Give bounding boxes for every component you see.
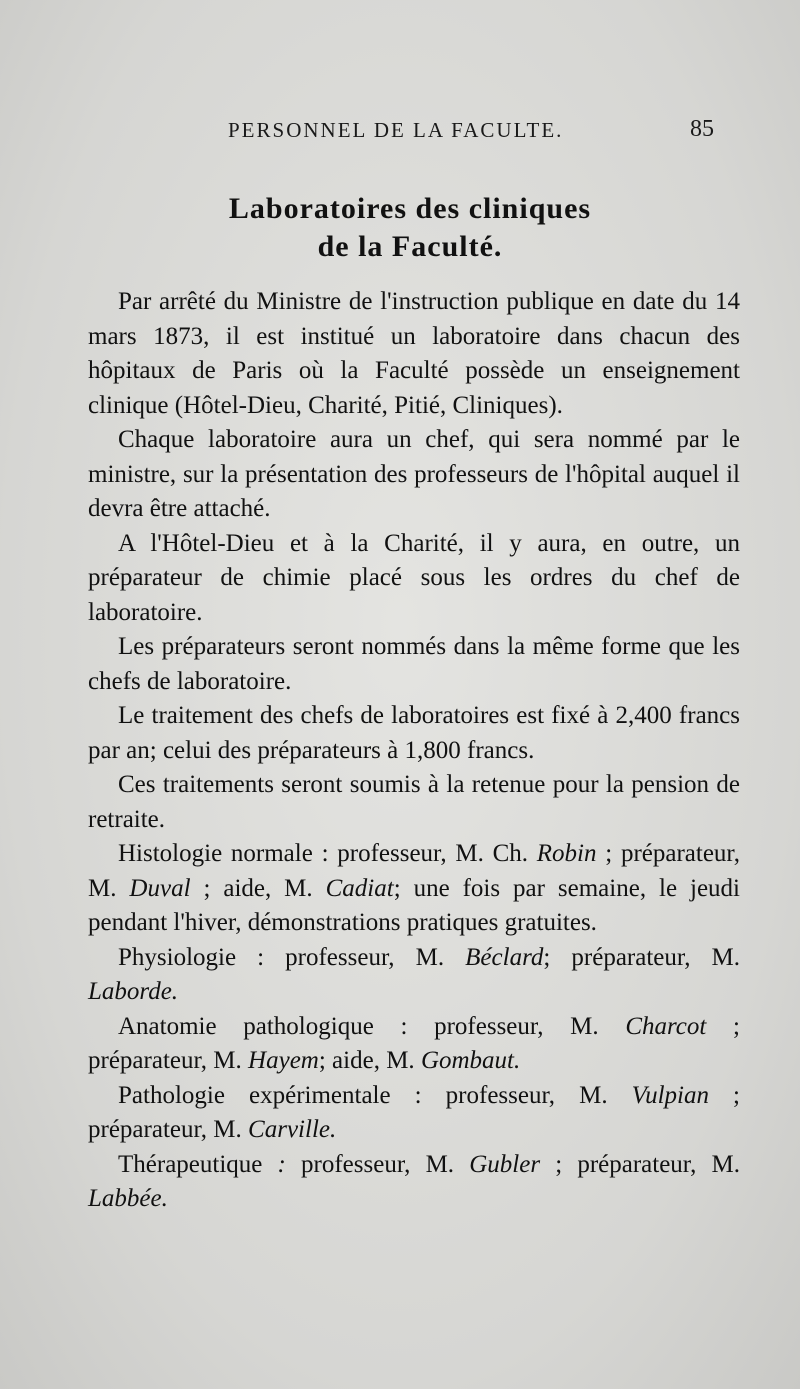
paragraph-anatomie xyxy=(88,1010,740,1079)
anatomie-text: ; aide, M. xyxy=(318,1047,421,1074)
therapeutique-text: ; préparateur, M. xyxy=(540,1150,741,1178)
therapeutique-colon: : xyxy=(277,1150,286,1178)
running-head xyxy=(0,118,800,148)
therapeutique-text: Thérapeutique xyxy=(118,1150,278,1178)
physiologie-text: Physiologie : professeur, M. xyxy=(118,943,466,971)
name-duval: Duval xyxy=(129,874,191,902)
running-head-title: PERSONNEL DE LA FACULTE. xyxy=(228,118,564,142)
paragraph-therapeutique xyxy=(88,1148,740,1217)
histologie-text: Histologie normale : professeur, M. Ch. xyxy=(118,840,537,867)
name-hayem: Hayem xyxy=(248,1047,319,1074)
name-robin: Robin xyxy=(536,840,597,867)
name-labbee: Labbée. xyxy=(88,1185,168,1212)
name-charcot: Charcot xyxy=(625,1012,707,1040)
name-carville: Carville. xyxy=(248,1116,337,1143)
paragraph-traitement: Le traitement des chefs de laboratoires est fixé à 2,400 francs par an; celui des préparateurs à 1,800 francs. xyxy=(88,702,740,764)
body-text xyxy=(88,285,740,1217)
pathologie-text: ; préparateur, M. xyxy=(88,1081,740,1143)
paragraph-histologie xyxy=(88,837,740,941)
histologie-text: ; aide, M. xyxy=(190,874,326,902)
therapeutique-text: professeur, M. xyxy=(285,1150,470,1178)
name-gubler: Gubler xyxy=(469,1150,541,1178)
section-heading xyxy=(100,190,720,266)
section-heading-line-2: de la Faculté. xyxy=(317,230,503,263)
physiologie-text: ; préparateur, M. xyxy=(543,943,740,971)
name-cadiat: Cadiat xyxy=(325,874,394,902)
name-gombaut: Gombaut. xyxy=(420,1047,521,1074)
paragraph-chef: Chaque laboratoire aura un chef, qui sera nommé par le ministre, sur la présentation des professeurs de l'hôpital auquel il devra être attaché. xyxy=(88,426,740,522)
histologie-text: ; une fois par semaine, le jeudi pendant l'hiver, démonstrations pratiques gratuites. xyxy=(88,874,740,936)
anatomie-text: Anatomie pathologique : professeur, M. xyxy=(118,1012,626,1040)
paragraph-nomination: Les préparateurs seront nommés dans la même forme que les chefs de laboratoire. xyxy=(88,633,740,695)
name-laborde: Laborde. xyxy=(88,978,179,1005)
histologie-text: ; préparateur, M. xyxy=(88,840,740,902)
section-heading-line-1: Laboratoires des cliniques xyxy=(228,192,592,225)
paragraph-physiologie xyxy=(88,941,740,1010)
anatomie-text: ; préparateur, M. xyxy=(88,1012,740,1074)
pathologie-text: Pathologie expérimentale : professeur, M. xyxy=(118,1081,632,1109)
paragraph-retenue: Ces traitements seront soumis à la retenue pour la pension de retraite. xyxy=(88,771,740,833)
name-vulpian: Vulpian xyxy=(631,1081,709,1109)
name-beclard: Béclard xyxy=(465,943,544,971)
paragraph-pathologie xyxy=(88,1079,740,1148)
paragraph-preparateur-chimie: A l'Hôtel-Dieu et à la Charité, il y aura, en outre, un préparateur de chimie placé sous les ordres du chef de laboratoire. xyxy=(88,529,740,626)
page-number: 85 xyxy=(690,116,714,142)
paragraph-decree: Par arrêté du Ministre de l'instruction publique en date du 14 mars 1873, il est institué un laboratoire dans chacun des hôpitaux de Paris où la Faculté possède un enseignement clinique (Hôtel-Dieu, Charité, Pitié, Cliniques). xyxy=(88,288,740,419)
